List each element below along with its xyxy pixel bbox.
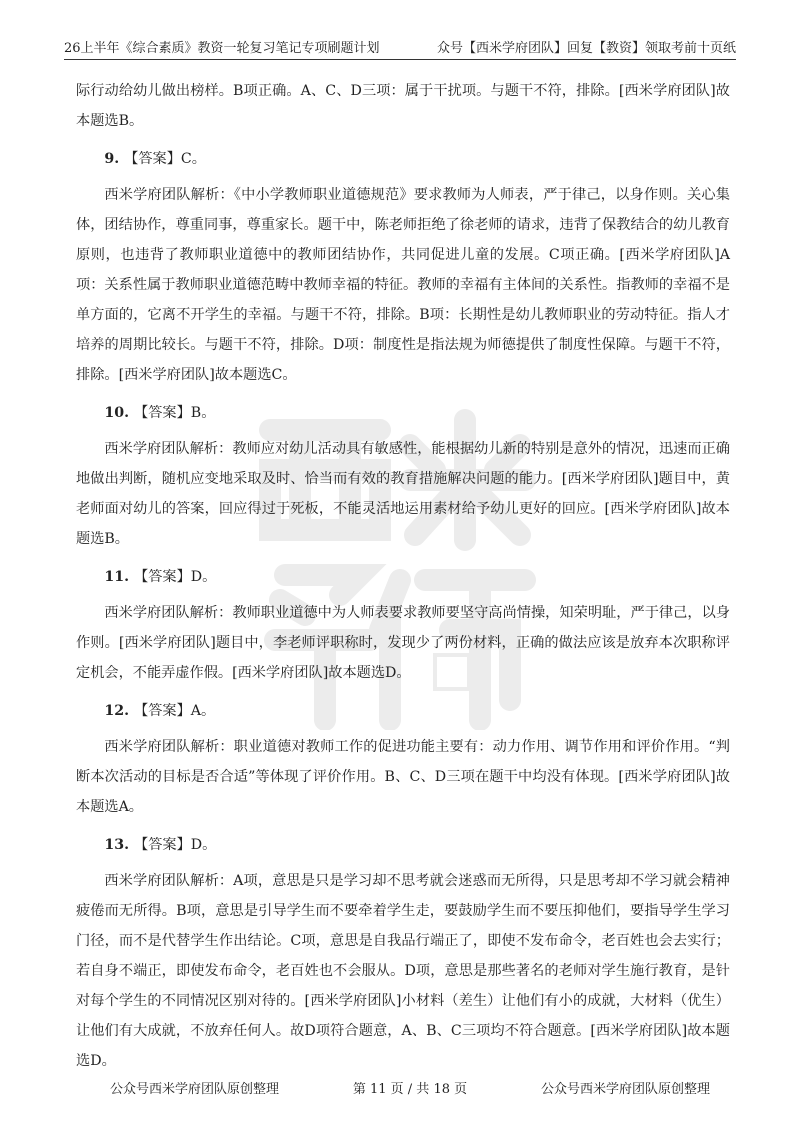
analysis-paragraph: 西米学府团队解析：教师职业道德中为人师表要求教师要坚守高尚情操，知荣明耻，严于律己，以身作则。[西米学府团队]题目中，李老师评职称时，发现少了两份材料，正确的做法应该是放弃本次职称评定机会，不能弄虚作假。[西米学府团队]故本题选D。 bbox=[76, 605, 730, 681]
question-number: 11. bbox=[104, 569, 130, 585]
answer-line bbox=[76, 398, 730, 428]
answer-line bbox=[76, 696, 730, 726]
question-number: 13. bbox=[104, 837, 130, 853]
document-body bbox=[76, 76, 730, 1076]
answer-text: 【答案】C。 bbox=[124, 151, 206, 167]
answer-text: 【答案】B。 bbox=[134, 405, 216, 421]
analysis-paragraph: 西米学府团队解析：A项，意思是只是学习却不思考就会迷惑而无所得，只是思考却不学习就会精神疲倦而无所得。B项，意思是引导学生而不要牵着学生走，要鼓励学生而不要压抑他们，要指导学生学习门径，而不是代替学生作出结论。C项，意思是自我品行端正了，即使不发布命令，老百姓也会去实行；若自身不端正，即使发布命令，老百姓也不会服从。D项，意思是那些著名的老师对学生施行教育，是针对每个学生的不同情况区别对待的。[西米学府团队]小材料（差生）让他们有小的成就，大材料（优生）让他们有大成就，不放弃任何人。故D项符合题意，A、B、C三项均不符合题意。[西米学府团队]故本题选D。 bbox=[76, 873, 730, 1069]
header-left: 26上半年《综合素质》教资一轮复习笔记专项刷题计划 bbox=[64, 41, 380, 56]
footer-right: 公众号西米学府团队原创整理 bbox=[540, 1082, 710, 1097]
answer-line bbox=[76, 562, 730, 592]
answer-line bbox=[76, 144, 730, 174]
answer-line bbox=[76, 830, 730, 860]
page-number: 第 11 页 / 共 18 页 bbox=[352, 1082, 468, 1097]
question-number: 9. bbox=[104, 151, 120, 167]
question-9 bbox=[76, 144, 730, 390]
answer-text: 【答案】D。 bbox=[134, 837, 217, 853]
answer-text: 【答案】D。 bbox=[134, 569, 217, 585]
question-10 bbox=[76, 398, 730, 554]
analysis-paragraph: 西米学府团队解析：职业道德对教师工作的促进功能主要有：动力作用、调节作用和评价作用。“判断本次活动的目标是否合适”等体现了评价作用。B、C、D三项在题干中均没有体现。[西米学府团队]故本题选A。 bbox=[76, 739, 730, 815]
intro-paragraph: 际行动给幼儿做出榜样。B项正确。A、C、D三项：属于干扰项。与题干不符，排除。[西米学府团队]故本题选B。 bbox=[76, 83, 730, 129]
page-footer bbox=[110, 1078, 710, 1097]
question-13 bbox=[76, 830, 730, 1076]
question-number: 12. bbox=[104, 703, 130, 719]
question-number: 10. bbox=[104, 405, 130, 421]
answer-text: 【答案】A。 bbox=[134, 703, 216, 719]
question-11 bbox=[76, 562, 730, 688]
question-12 bbox=[76, 696, 730, 822]
page-header bbox=[64, 34, 736, 60]
analysis-paragraph: 西米学府团队解析：教师应对幼儿活动具有敏感性，能根据幼儿新的特别是意外的情况，迅速而正确地做出判断，随机应变地采取及时、恰当而有效的教育措施解决问题的能力。[西米学府团队]题目中，黄老师面对幼儿的答案，回应得过于死板，不能灵活地运用素材给予幼儿更好的回应。[西米学府团队]故本题选B。 bbox=[76, 441, 730, 547]
header-right: 众号【西米学府团队】回复【教资】领取考前十页纸 bbox=[436, 41, 736, 56]
analysis-paragraph: 西米学府团队解析：《中小学教师职业道德规范》要求教师为人师表，严于律己，以身作则。关心集体，团结协作，尊重同事，尊重家长。题干中，陈老师拒绝了徐老师的请求，违背了保教结合的幼儿教育原则，也违背了教师职业道德中的教师团结协作，共同促进儿童的发展。C项正确。[西米学府团队]A项：关系性属于教师职业道德范畴中教师幸福的特征。教师的幸福有主体间的关系性。指教师的幸福不是单方面的，它离不开学生的幸福。与题干不符，排除。B项：长期性是幼儿教师职业的劳动特征。指人才培养的周期比较长。与题干不符，排除。D项：制度性是指法规为师德提供了制度性保障。与题干不符，排除。[西米学府团队]故本题选C。 bbox=[76, 187, 730, 383]
footer-left: 公众号西米学府团队原创整理 bbox=[110, 1082, 280, 1097]
